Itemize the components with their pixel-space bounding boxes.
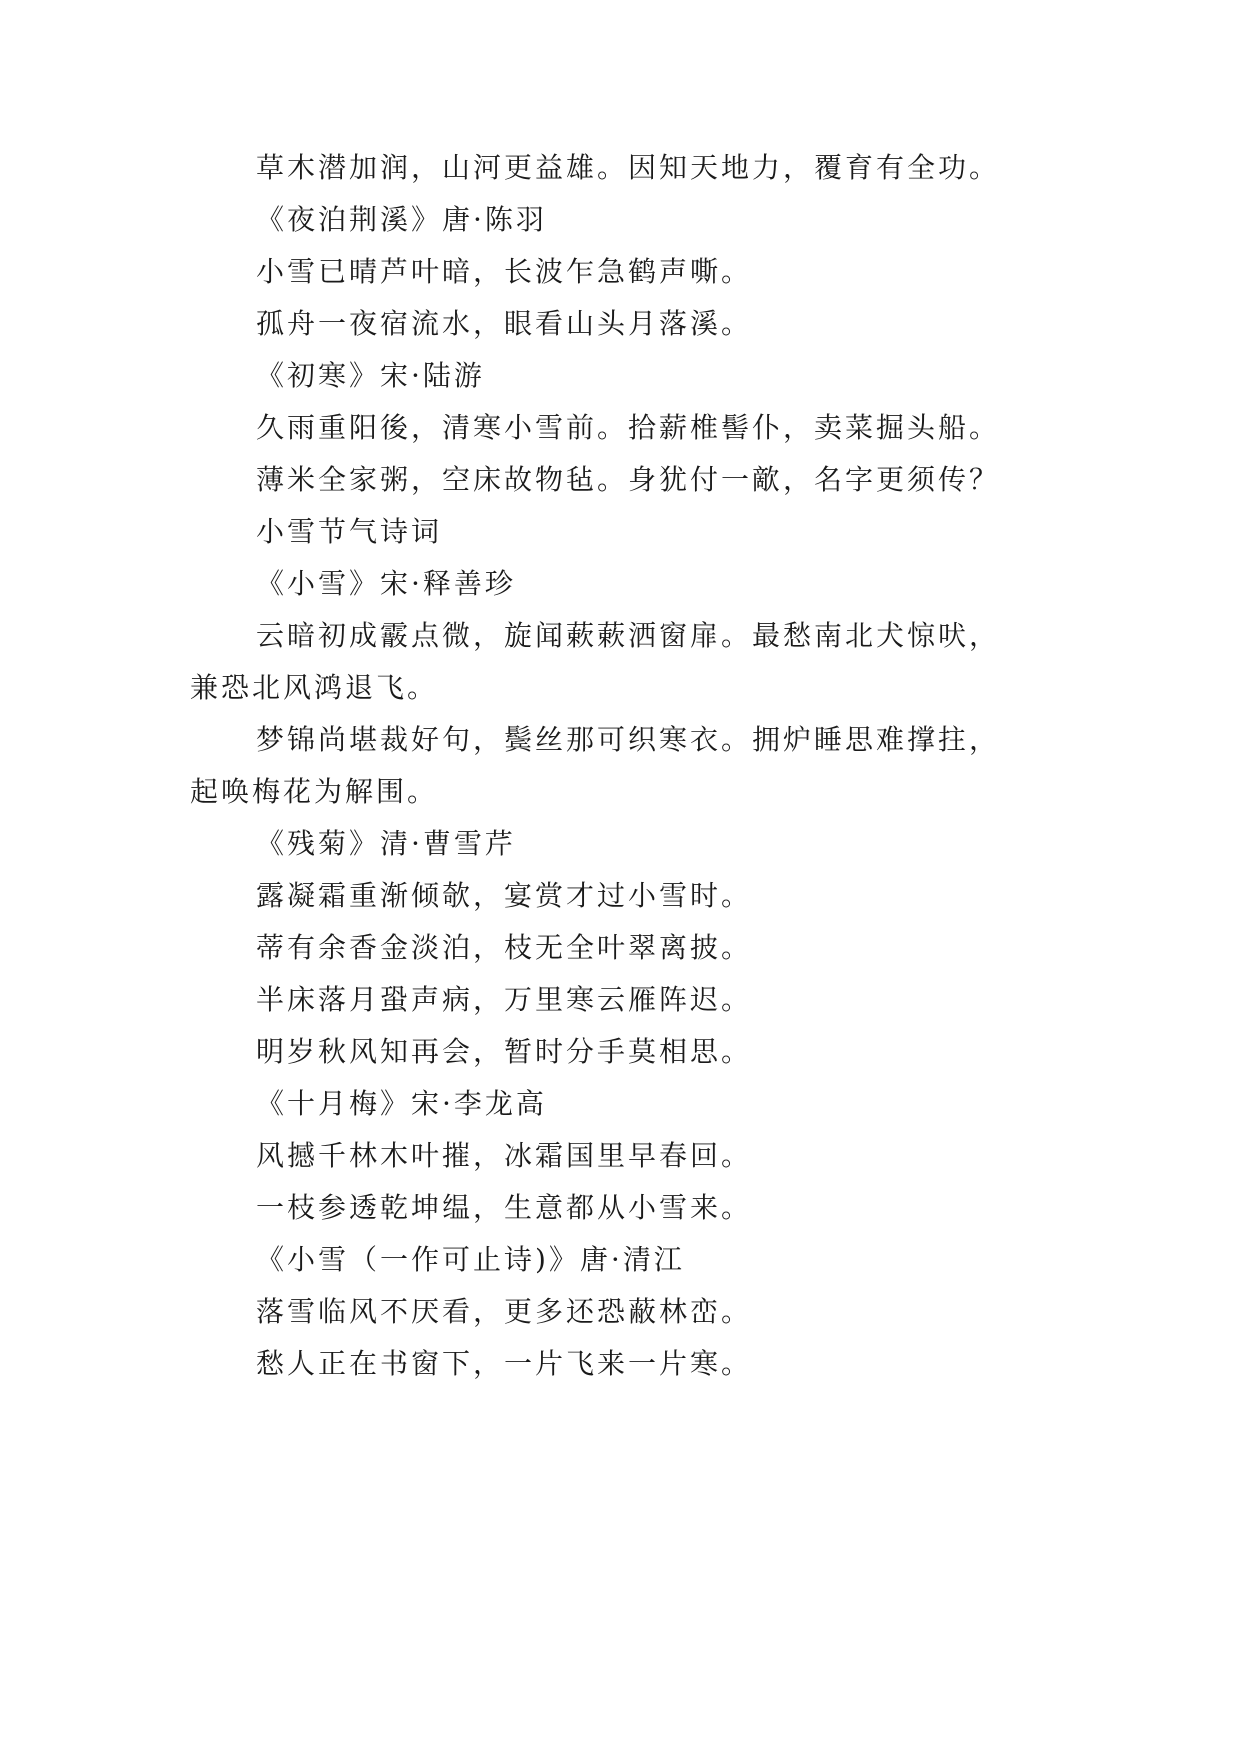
poem-line: 草木潜加润，山河更益雄。因知天地力，覆育有全功。: [256, 151, 1001, 184]
poem-line: 露凝霜重渐倾欹，宴赏才过小雪时。: [256, 879, 753, 912]
poem-line: 梦锦尚堪裁好句，鬓丝那可织寒衣。拥炉睡思难撑拄，: [256, 723, 1001, 756]
poem-title: 《初寒》宋·陆游: [256, 359, 485, 392]
poem-line: 蒂有余香金淡泊，枝无全叶翠离披。: [256, 931, 753, 964]
poem-title: 《残菊》清·曹雪芹: [256, 827, 516, 860]
poem-line: 落雪临风不厌看，更多还恐蔽林峦。: [256, 1295, 753, 1328]
poem-line: 小雪已晴芦叶暗，长波乍急鹤声嘶。: [256, 255, 753, 288]
poem-line: 孤舟一夜宿流水，眼看山头月落溪。: [256, 307, 753, 340]
poem-line: 愁人正在书窗下，一片飞来一片寒。: [256, 1347, 753, 1380]
poem-title: 《小雪（一作可止诗)》唐·清江: [256, 1243, 685, 1276]
poem-title: 《十月梅》宋·李龙高: [256, 1087, 547, 1120]
poem-line-continuation: 起唤梅花为解围。: [190, 775, 439, 808]
poem-line-continuation: 兼恐北风鸿退飞。: [190, 671, 439, 704]
poem-line: 半床落月蛩声病，万里寒云雁阵迟。: [256, 983, 753, 1016]
poem-line: 风撼千林木叶摧，冰霜国里早春回。: [256, 1139, 753, 1172]
section-heading: 小雪节气诗词: [256, 515, 443, 548]
poem-title: 《夜泊荆溪》唐·陈羽: [256, 203, 547, 236]
poem-line: 明岁秋风知再会，暂时分手莫相思。: [256, 1035, 753, 1068]
poem-line: 一枝参透乾坤缊，生意都从小雪来。: [256, 1191, 753, 1224]
poem-line: 薄米全家粥，空床故物毡。身犹付一歒，名字更须传？: [256, 463, 1001, 496]
poem-line: 云暗初成霰点微，旋闻蔌蔌洒窗扉。最愁南北犬惊吠，: [256, 619, 1001, 652]
poem-line: 久雨重阳後，清寒小雪前。拾薪椎髻仆，卖菜掘头船。: [256, 411, 1001, 444]
poem-title: 《小雪》宋·释善珍: [256, 567, 516, 600]
